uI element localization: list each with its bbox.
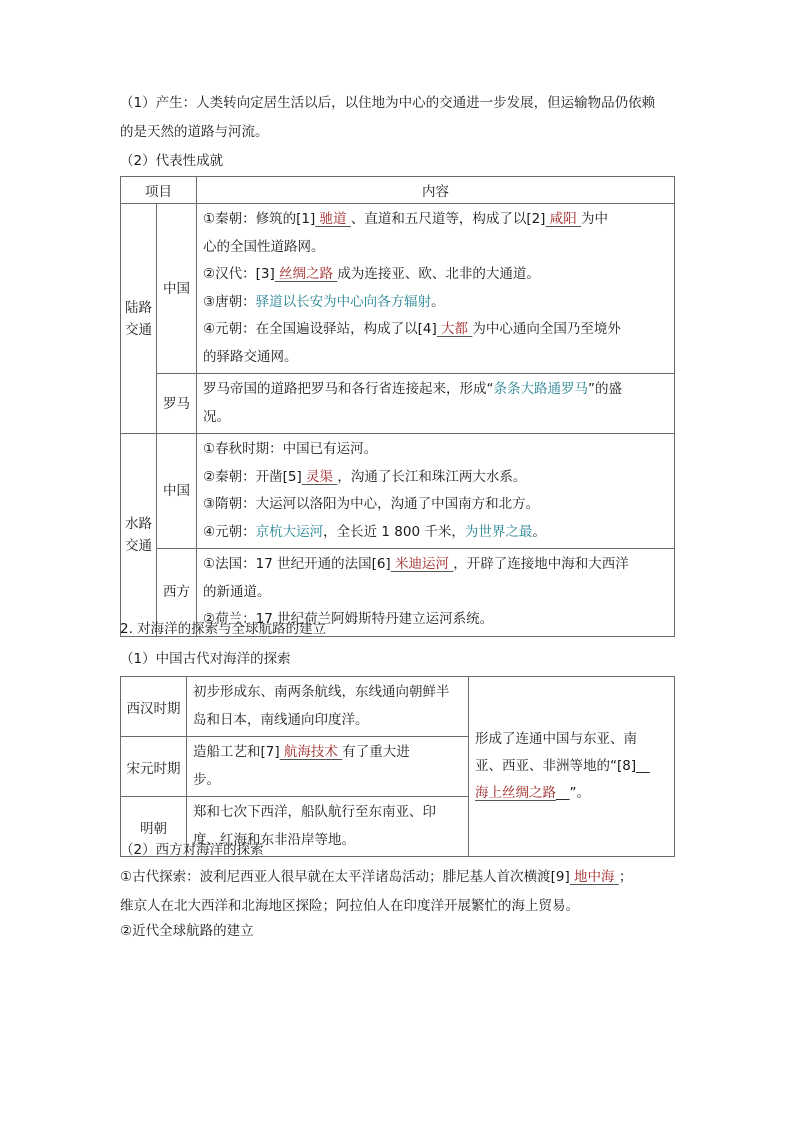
water-west-label: 西方: [157, 549, 197, 637]
period-ming: 明朝: [121, 797, 187, 857]
land-china-label: 中国: [157, 204, 197, 374]
answer-2: 咸阳: [545, 211, 582, 227]
highlight-tang-roads: 驿道以长安为中心向各方辐射: [255, 293, 432, 310]
period-western-han: 西汉时期: [121, 677, 187, 737]
answer-4: 大都: [436, 321, 473, 337]
header-content: 内容: [197, 177, 675, 204]
ancient-exploration-line-1: ①古代探索：波利尼西亚人很早就在太平洋诸岛活动；腓尼基人首次横渡[9] 地中海 ；: [120, 869, 633, 885]
song-yuan-content: 造船工艺和[7] 航海技术 有了重大进 步。: [187, 737, 469, 797]
period-song-yuan: 宋元时期: [121, 737, 187, 797]
answer-5: 灵渠: [301, 468, 338, 485]
water-china-content: ①春秋时期：中国已有运河。 ②秦朝：开凿[5] 灵渠 ，沟通了长江和珠江两大水系。 ③隋朝：大运河以洛阳为中心，沟通了中国南方和北方。 ④元朝：京杭大运河，全长近 1 800 千米，为世界之最。: [197, 434, 675, 549]
highlight-rome: 条条大路通罗马: [493, 381, 588, 397]
answer-1: 驰道: [315, 211, 351, 227]
answer-3: 丝绸之路: [274, 266, 338, 282]
ancient-exploration-line-2: 维京人在北大西洋和北海地区探险；阿拉伯人在印度洋开展繁忙的海上贸易。: [120, 898, 579, 914]
subheading-achievements: （2）代表性成就: [120, 153, 224, 169]
subheading-west-ocean: （2）西方对海洋的探索: [120, 842, 264, 858]
water-transport-label: 水路 交通: [121, 434, 157, 637]
highlight-world-record: 为世界之最: [464, 523, 533, 540]
land-china-content: ①秦朝：修筑的[1] 驰道 、直道和五尺道等，构成了以[2] 咸阳 为中 心的全国性道路网。 ②汉代：[3] 丝绸之路 成为连接亚、欧、北非的大通道。 ③唐朝：驿道以长安为中心向各方辐射。 ④元朝：在全国遍设驿站，构成了以[4] 大都 为中心通向全国乃至境外 的驿路交通网。: [197, 204, 675, 374]
land-rome-content: 罗马帝国的道路把罗马和各行省连接起来，形成“条条大路通罗马”的盛 况。: [197, 374, 675, 434]
highlight-grand-canal: 京杭大运河: [255, 523, 324, 540]
transport-table: [120, 176, 675, 637]
land-rome-label: 罗马: [157, 374, 197, 434]
ocean-table: [120, 676, 675, 857]
water-china-label: 中国: [157, 434, 197, 549]
western-han-content: 初步形成东、南两条航线，东线通向朝鲜半 岛和日本，南线通向印度洋。: [187, 677, 469, 737]
answer-6: 米迪运河: [390, 556, 454, 572]
modern-routes-heading: ②近代全球航路的建立: [120, 923, 254, 939]
subheading-china-ocean: （1）中国古代对海洋的探索: [120, 651, 291, 667]
summary-cell: 形成了连通中国与东亚、南 亚、西亚、非洲等地的“[8]__ 海上丝绸之路__”。: [469, 677, 675, 857]
section-2-title: 2. 对海洋的探索与全球航路的建立: [120, 621, 327, 637]
ming-content: 郑和七次下西洋，船队航行至东南亚、印 度、红海和东非沿岸等地。: [187, 797, 469, 857]
answer-9: 地中海: [569, 869, 619, 885]
intro-line-2: 的是天然的道路与河流。: [120, 124, 269, 140]
answer-8: 海上丝绸之路: [475, 785, 556, 801]
answer-7: 航海技术: [279, 744, 343, 760]
land-transport-label: 陆路 交通: [121, 204, 157, 434]
water-west-content: ①法国：17 世纪开通的法国[6] 米迪运河 ，开辟了连接地中海和大西洋 的新通道。 ②荷兰：17 世纪荷兰阿姆斯特丹建立运河系统。: [197, 549, 675, 637]
intro-line-1: （1）产生：人类转向定居生活以后，以住地为中心的交通进一步发展，但运输物品仍依赖: [120, 95, 656, 111]
header-item: 项目: [121, 177, 197, 204]
